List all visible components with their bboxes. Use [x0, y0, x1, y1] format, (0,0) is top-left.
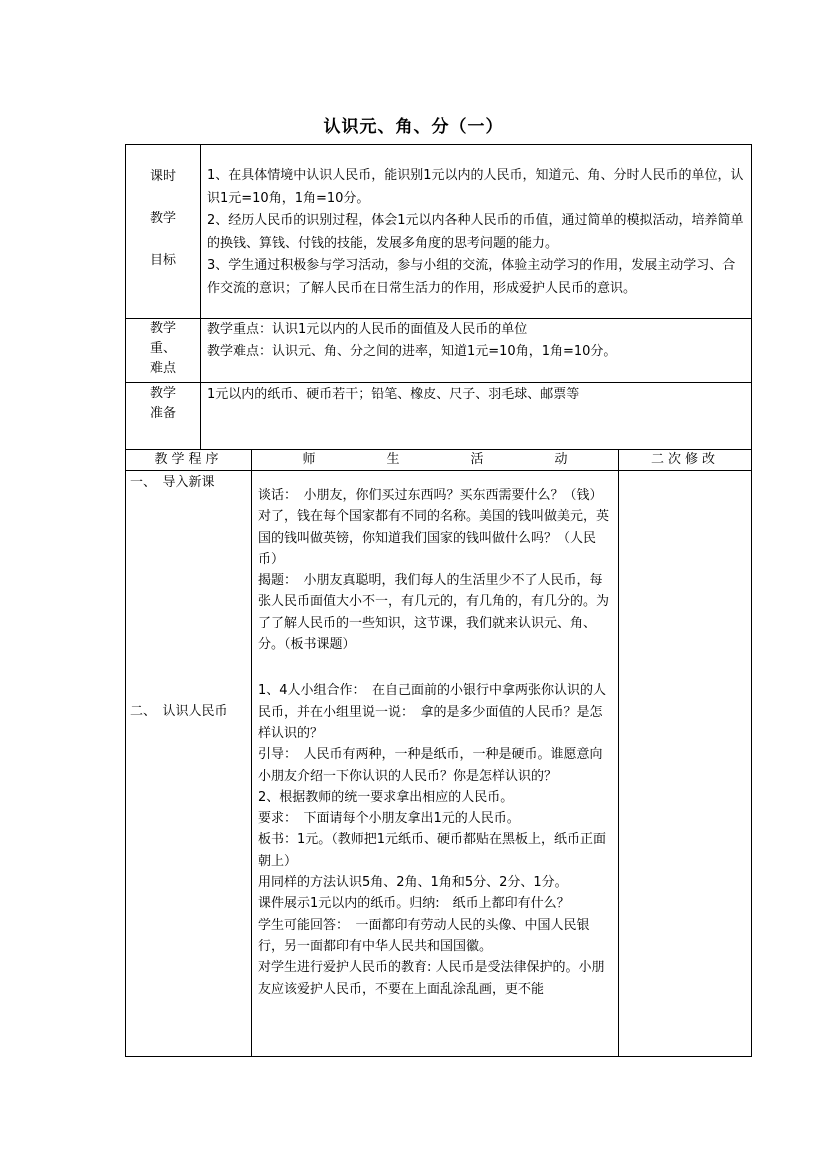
activity-paragraph: 谈话： 小朋友，你们买过东西吗？买东西需要什么？（钱） — [258, 488, 603, 503]
key-point-item: 教学难点：认识元、角、分之间的进率，知道1元=10角，1角=10分。 — [207, 344, 617, 359]
goals-row — [126, 145, 752, 319]
header-revision: 二次修改 — [619, 450, 752, 471]
procedure-header-row — [126, 450, 752, 471]
goals-label-line: 课时 — [149, 169, 176, 184]
activity-paragraph: 2、根据教师的统一要求拿出相应的人民币。 — [258, 789, 514, 805]
activity-paragraph: 揭题： 小朋友真聪明，我们每人的生活里少不了人民币，每张人民币面值大小不一，有几元的，有几角的，有几分的。为了了解人民币的一些知识，这节课，我们就来认识元、角、分。（板书课题） — [258, 573, 610, 653]
stage-label: 一、 导入新课 — [130, 475, 215, 490]
activity-paragraph: 要求： 下面请每个小朋友拿出1元的人民币。 — [258, 811, 520, 827]
activity-paragraph: 课件展示1元以内的纸币。归纳: 纸币上都印有什么？ — [258, 896, 570, 912]
header-activity-char: 动 — [554, 452, 568, 467]
header-procedure: 教学程序 — [126, 450, 252, 471]
document-title: 认识元、角、分（一） — [323, 117, 504, 137]
goal-item: 2、经历人民币的识别过程，体会1元以内各种人民币的币值，通过简单的模拟活动，培养简单的换钱、算钱、付钱的技能，发展多角度的思考问题的能力。 — [207, 213, 744, 251]
key-points-label-line: 难点 — [149, 361, 176, 376]
key-points-label-line: 教学 — [149, 321, 176, 336]
preparation-label-cell — [126, 383, 201, 450]
activity-paragraph: 引导： 人民币有两种，一种是纸币，一种是硬币。谁愿意向小朋友介绍一下你认识的人民币？你是怎样认识的？ — [258, 747, 603, 784]
preparation-content-cell — [201, 383, 752, 450]
goal-item: 1、在具体情境中认识人民币，能识别1元以内的人民币，知道元、角、分时人民币的单位，认识1元=10角，1角=10分。 — [207, 168, 744, 206]
preparation-label-line: 准备 — [149, 406, 176, 421]
procedure-body-row — [126, 471, 752, 1057]
key-point-item: 教学重点：认识1元以内的人民币的面值及人民币的单位 — [207, 322, 528, 337]
goals-label-line: 目标 — [149, 253, 176, 268]
key-points-label-line: 重、 — [149, 341, 176, 356]
revision-cell — [619, 471, 752, 1057]
key-points-content-cell — [201, 319, 752, 383]
preparation-row — [126, 383, 752, 450]
preparation-text: 1元以内的纸币、硬币若干；铅笔、橡皮、尺子、羽毛球、邮票等 — [207, 387, 580, 402]
header-activity-char: 生 — [386, 452, 400, 467]
stage-cell — [126, 471, 252, 1057]
preparation-label-line: 教学 — [149, 386, 176, 401]
lesson-plan-table — [125, 144, 752, 1057]
header-activity-char: 活 — [470, 452, 484, 467]
key-points-row — [126, 319, 752, 383]
goals-content-cell — [201, 145, 752, 319]
activity-cell — [252, 471, 619, 1057]
goals-label-cell — [126, 145, 201, 319]
activity-paragraph: 板书：1元。（教师把1元纸币、硬币都贴在黑板上，纸币正面朝上） — [258, 832, 607, 869]
activity-paragraph: 学生可能回答： 一面都印有劳动人民的头像、中国人民银行，另一面都印有中华人民共和国国徽。 — [258, 917, 590, 954]
header-activity — [252, 450, 619, 471]
activity-paragraph: 对学生进行爱护人民币的教育: 人民币是受法律保护的。小朋友应该爱护人民币，不要在上面乱涂乱画，更不能 — [258, 960, 605, 997]
stage-label: 二、 认识人民币 — [130, 704, 228, 719]
goal-item: 3、学生通过积极参与学习活动，参与小组的交流，体验主动学习的作用，发展主动学习、合作交流的意识；了解人民币在日常生活力的作用，形成爱护人民币的意识。 — [207, 258, 736, 296]
activity-paragraph: 1、4人小组合作： 在自己面前的小银行中拿两张你认识的人民币，并在小组里说一说： 拿的是多少面值的人民币？是怎样认识的？ — [258, 683, 607, 741]
activity-paragraph: 用同样的方法认识5角、2角、1角和5分、2分、1分。 — [258, 875, 568, 891]
activity-paragraph: 对了，钱在每个国家都有不同的名称。美国的钱叫做美元，英国的钱叫做英镑，你知道我们国家的钱叫做什么吗？（人民币） — [258, 509, 610, 567]
key-points-label-cell — [126, 319, 201, 383]
header-activity-char: 师 — [302, 452, 316, 467]
goals-label-line: 教学 — [149, 211, 176, 226]
